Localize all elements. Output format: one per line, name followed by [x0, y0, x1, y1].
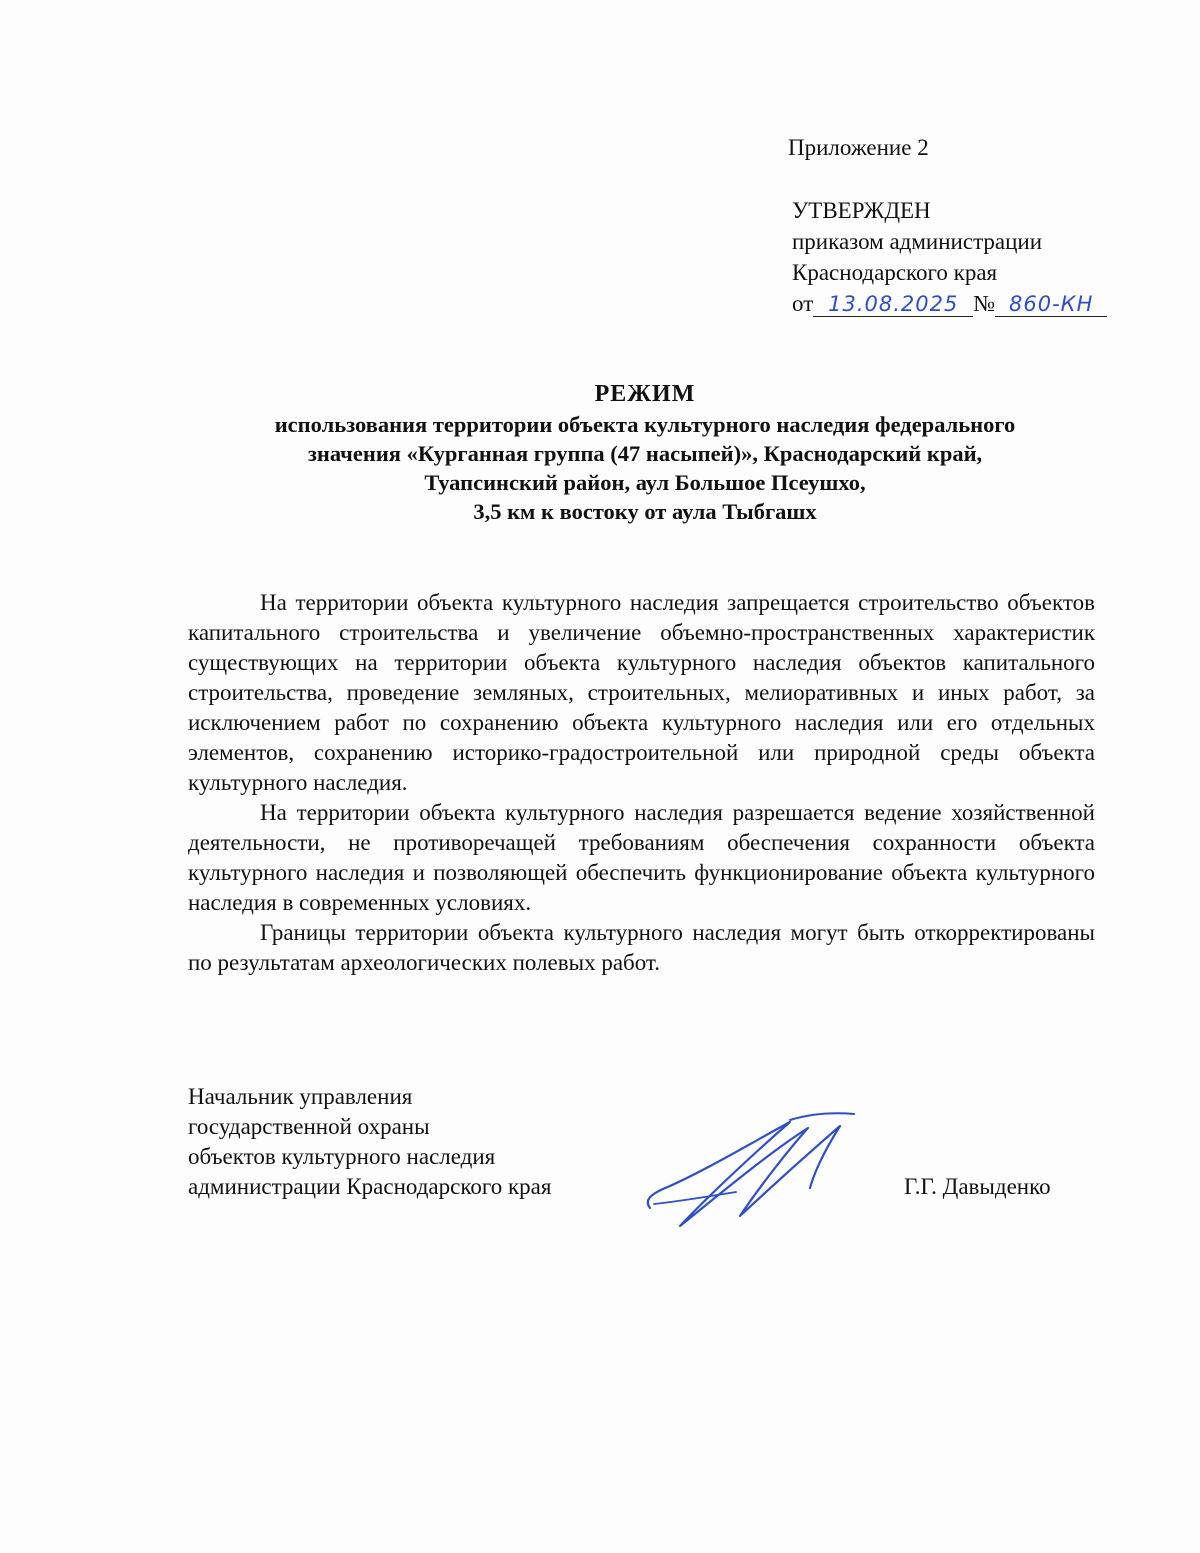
title-line-3: Туапсинский район, аул Большое Псеушхо, — [424, 470, 866, 495]
paragraph-prohibitions: На территории объекта культурного наследия запрещается строительство объектов капитального строительства и увеличение объемно-пространственных характеристик существующих на территории объекта культурного наследия объектов капитального строительства, проведение земляных, строительных, мелиоративных и иных работ, за исключением работ по сохранению объекта культурного наследия или его отдельных элементов, сохранению историко-градостроительной или природной среды объекта культурного наследия. — [188, 590, 1095, 795]
number-underline — [995, 292, 1107, 317]
handwritten-signature-icon — [640, 1108, 870, 1238]
signer-position — [188, 1082, 551, 1202]
signer-position-line-3: объектов культурного наследия — [188, 1144, 496, 1169]
paragraph-permissions: На территории объекта культурного наследия разрешается ведение хозяйственной деятельности, не противоречащей требованиям обеспечения сохранности объекта культурного наследия и позволяющей обеспечить функционирование объекта культурного наследия в современных условиях. — [188, 800, 1095, 915]
signer-name: Г.Г. Давыденко — [904, 1174, 1051, 1199]
document-title — [180, 378, 1110, 526]
approval-line-1: приказом администрации — [792, 229, 1043, 254]
approval-heading: УТВЕРЖДЕН — [792, 198, 931, 223]
appendix-label: Приложение 2 — [788, 135, 929, 160]
date-underline — [813, 292, 973, 317]
signer-position-line-4: администрации Краснодарского края — [188, 1174, 552, 1199]
title-line-4: 3,5 км к востоку от аула Тыбгашх — [473, 499, 817, 524]
paragraph-boundaries: Границы территории объекта культурного наследия могут быть откорректированы по результатам археологических полевых работ. — [188, 920, 1095, 975]
document-body — [188, 588, 1095, 978]
signer-position-line-2: государственной охраны — [188, 1114, 430, 1139]
date-prefix: от — [792, 291, 814, 316]
handwritten-date: 13.08.2025 — [828, 292, 959, 316]
signer-position-line-1: Начальник управления — [188, 1084, 413, 1109]
title-main: РЕЖИМ — [594, 381, 696, 407]
approval-block — [792, 195, 1107, 319]
number-sign: № — [973, 291, 996, 316]
handwritten-number: 860-КН — [1009, 292, 1094, 316]
approval-line-2: Краснодарского края — [792, 260, 998, 285]
approval-date-number-line — [792, 288, 1107, 319]
title-line-2: значения «Курганная группа (47 насыпей)», Краснодарский край, — [307, 441, 983, 466]
title-line-1: использования территории объекта культурного наследия федерального — [274, 412, 1016, 437]
